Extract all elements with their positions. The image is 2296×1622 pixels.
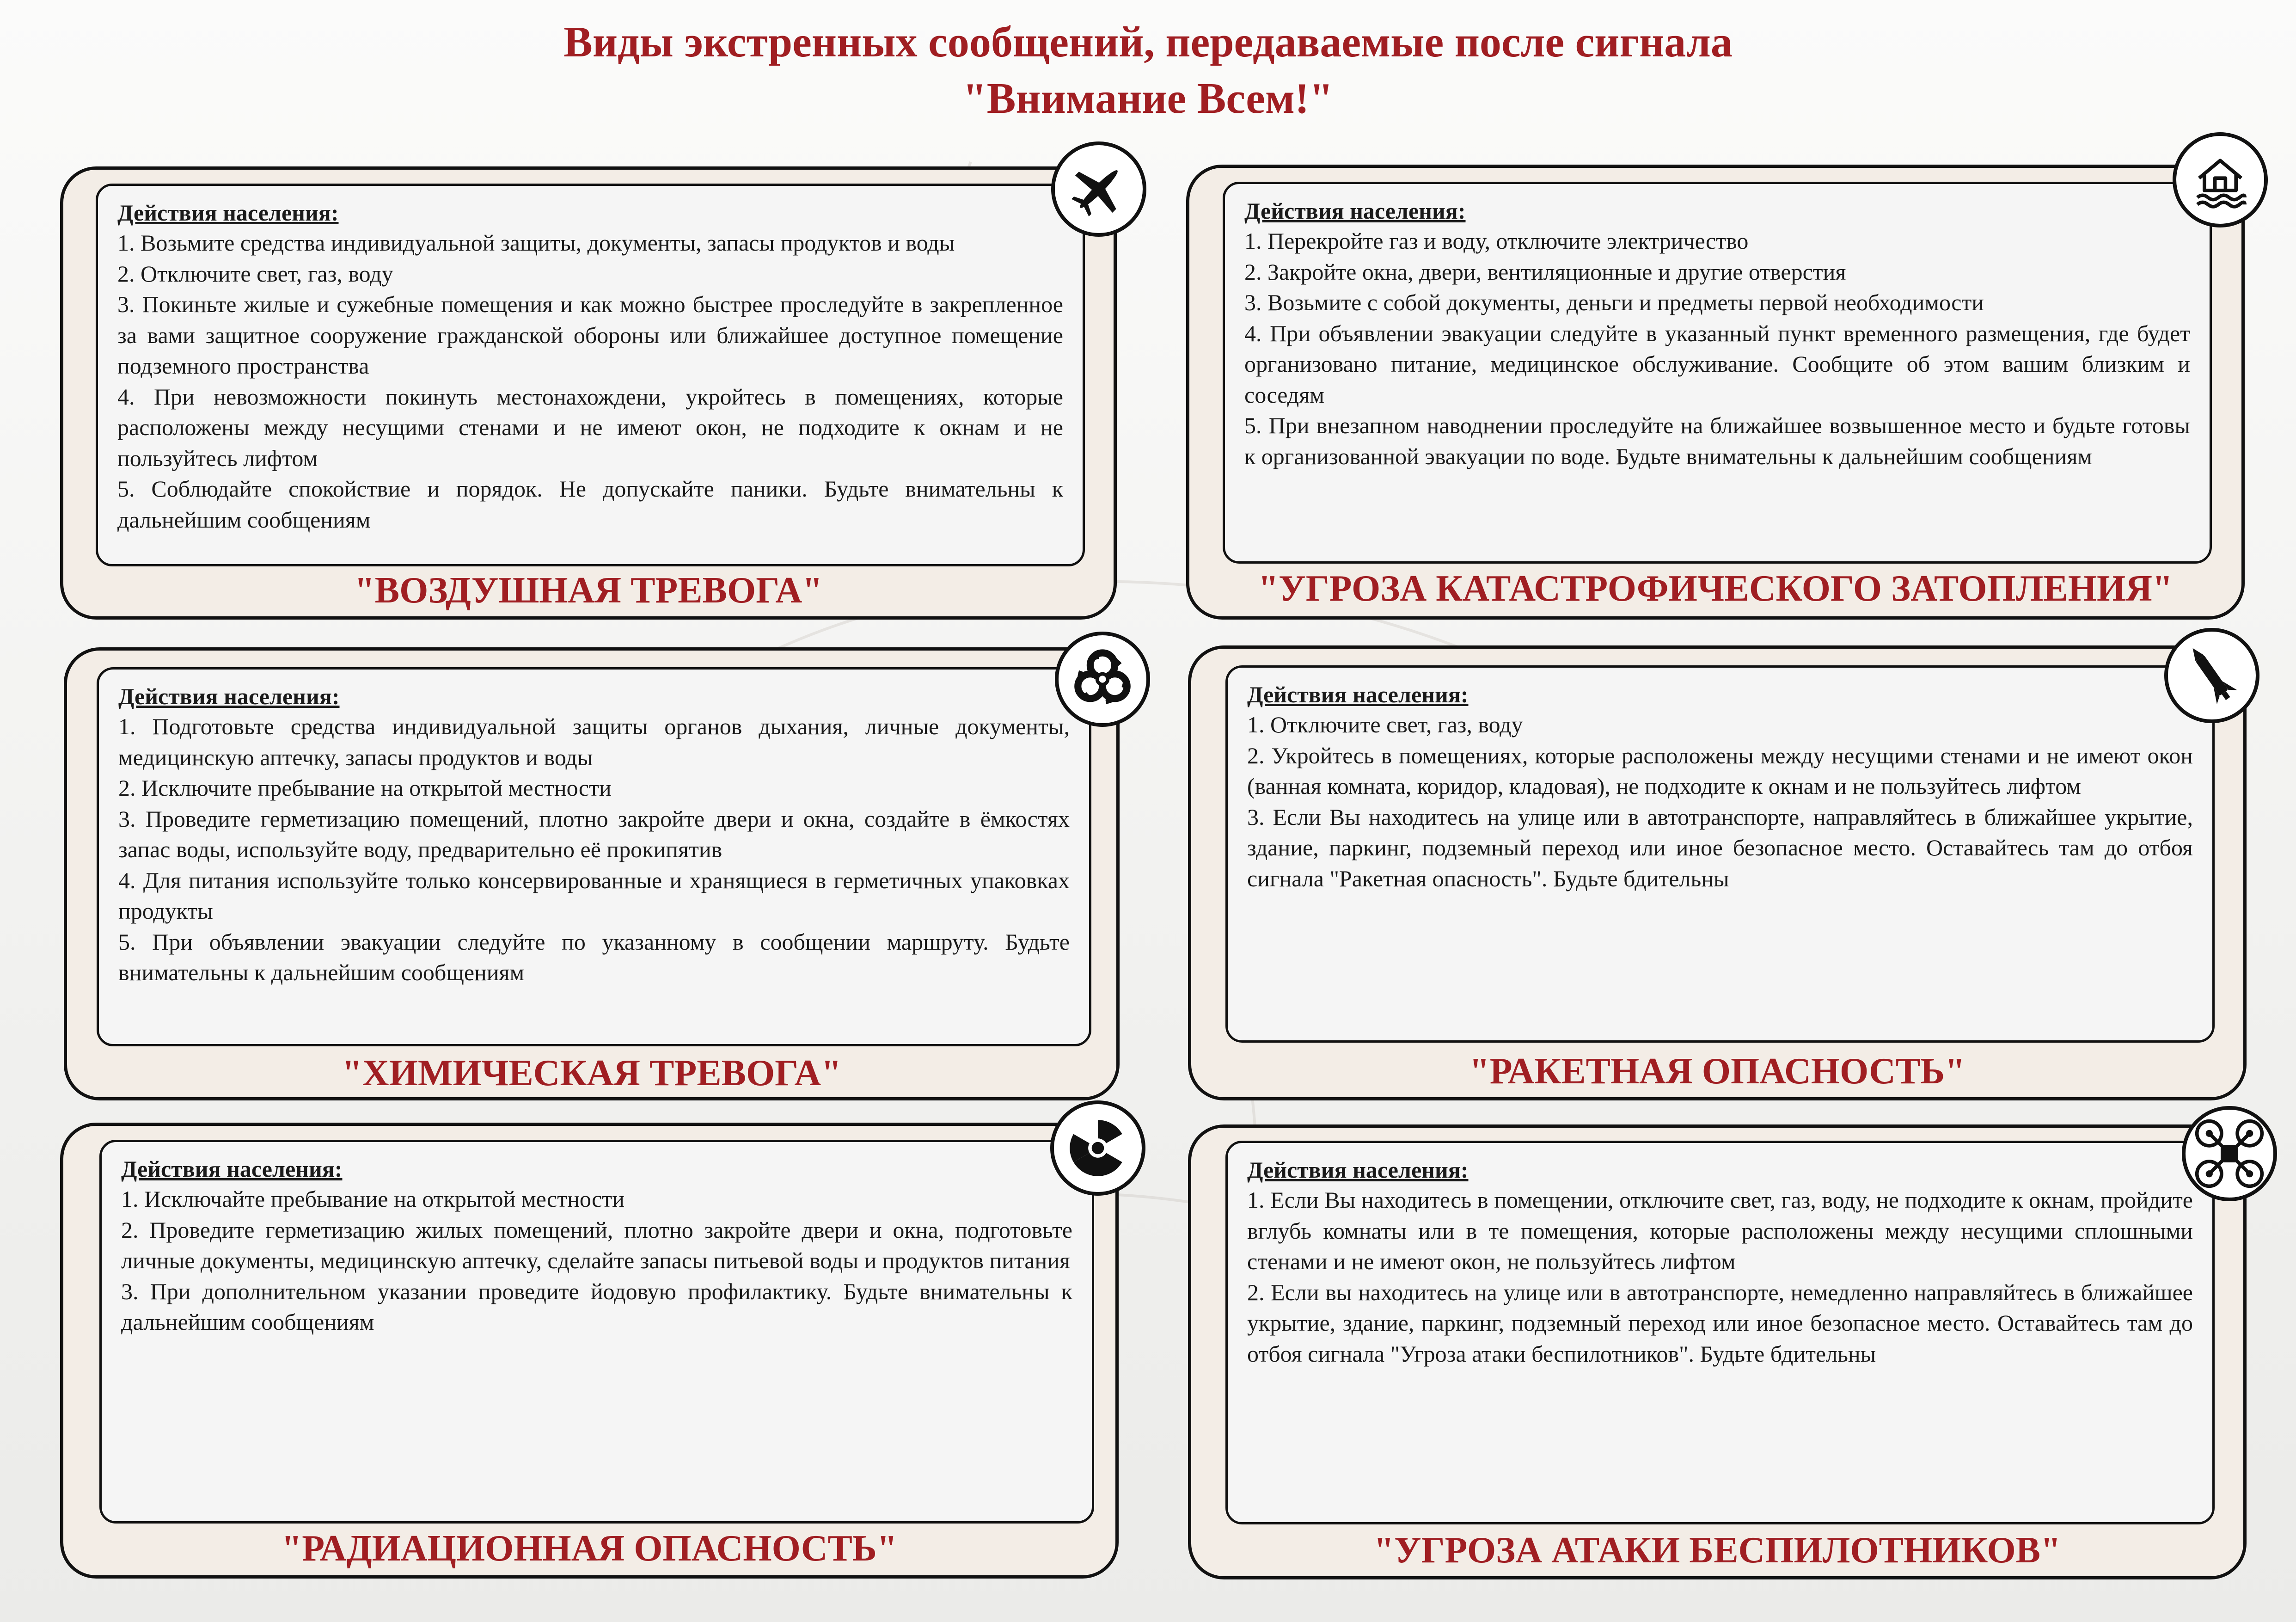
page-title-line-2: "Внимание Всем!" (962, 74, 1334, 123)
action-item: 2. Проведите герметизацию жилых помещений, плотно закройте двери и окна, подготовьте личные документы, медицинскую аптечку, сделайте запасы питьевой воды и продуктов питания (121, 1216, 1072, 1273)
action-item: 2. Отключите свет, газ, воду (117, 260, 393, 287)
card-title: "УГРОЗА КАТАСТРОФИЧЕСКОГО ЗАТОПЛЕНИЯ" (1258, 568, 2173, 609)
action-item: 1. Возьмите средства индивидуальной защиты, документы, запасы продуктов и воды (117, 230, 955, 256)
card-title: "УГРОЗА АТАКИ БЕСПИЛОТНИКОВ" (1373, 1530, 2061, 1571)
card-heading: Действия населения: (117, 200, 339, 226)
actions-list (1247, 709, 2193, 894)
card-body (97, 667, 1091, 1046)
actions-list (118, 711, 1070, 988)
action-item: 1. Перекройте газ и воду, отключите электричество (1244, 228, 1749, 254)
card-title: "РАКЕТНАЯ ОПАСНОСТЬ" (1469, 1051, 1965, 1092)
action-item: 2. Укройтесь в помещениях, которые расположены между несущими стенами и не имеют окон (ванная комната, коридор, кладовая), не подходите к окнам и не пользуйтесь лифтом (1247, 742, 2193, 799)
actions-list (1244, 226, 2190, 472)
card-title: "РАДИАЦИОННАЯ ОПАСНОСТЬ" (281, 1528, 898, 1569)
card-title: "ХИМИЧЕСКАЯ ТРЕВОГА" (342, 1053, 842, 1094)
missile-icon (2164, 628, 2259, 723)
action-item: 1. Подготовьте средства индивидуальной защиты органов дыхания, личные документы, медицинскую аптечку, запасы продуктов и воды (118, 713, 1070, 770)
airplane-icon (1051, 141, 1146, 237)
action-item: 2. Исключите пребывание на открытой местности (118, 775, 612, 801)
action-item: 3. При дополнительном указании проведите йодовую профилактику. Будьте внимательны к дальнейшим сообщениям (121, 1278, 1072, 1335)
card-heading: Действия населения: (121, 1156, 343, 1182)
card-missile (1188, 645, 2247, 1100)
actions-list (121, 1184, 1072, 1338)
biohazard-icon (1055, 632, 1150, 727)
card-heading: Действия населения: (1247, 1157, 1469, 1183)
card-body (96, 184, 1085, 566)
action-item: 5. При внезапном наводнении проследуйте на ближайшее возвышенное место и будьте готовы к организованной эвакуации по воде. Будьте внимательны к дальнейшим сообщениям (1244, 412, 2190, 469)
action-item: 2. Закройте окна, двери, вентиляционные и другие отверстия (1244, 258, 1846, 285)
action-item: 2. Если вы находитесь на улице или в автотранспорте, немедленно направляйтесь в ближайшее укрытие, здание, паркинг, подземный переход или иное безопасное место. Оставайтесь там до отбоя сигнала "Угроза атаки беспилотников". Будьте бдительны (1247, 1279, 2193, 1367)
card-body (1223, 182, 2212, 564)
page-title-line-1: Виды экстренных сообщений, передаваемые после сигнала (563, 18, 1733, 66)
card-title: "ВОЗДУШНАЯ ТРЕВОГА" (354, 570, 823, 611)
card-air-raid (60, 166, 1117, 620)
action-item: 1. Если Вы находитесь в помещении, отключите свет, газ, воду, не подходите к окнам, пройдите вглубь комнаты или в те помещения, которые расположены между несущими сплошными стенами и не имеют окон, не пользуйтесь лифтом (1247, 1187, 2193, 1274)
action-item: 5. При объявлении эвакуации следуйте по указанному в сообщении маршруту. Будьте внимательны к дальнейшим сообщениям (118, 928, 1070, 985)
page-title (0, 14, 2296, 127)
action-item: 3. Возьмите с собой документы, деньги и предметы первой необходимости (1244, 289, 1984, 315)
card-drone (1188, 1124, 2247, 1579)
radiation-icon (1050, 1100, 1145, 1196)
card-body (99, 1140, 1094, 1524)
drone-icon (2182, 1106, 2277, 1201)
card-heading: Действия населения: (118, 683, 340, 709)
card-flood (1186, 165, 2245, 620)
action-item: 4. При объявлении эвакуации следуйте в указанный пункт временного размещения, где будет организовано питание, медицинское обслуживание. Сообщите об этом вашим близким и соседям (1244, 320, 2190, 408)
card-chemical (64, 647, 1120, 1100)
card-heading: Действия населения: (1247, 682, 1469, 707)
action-item: 3. Если Вы находитесь на улице или в автотранспорте, направляйтесь в ближайшее укрытие, здание, паркинг, подземный переход или иное безопасное место. Оставайтесь там до отбоя сигнала "Ракетная опасность". Будьте бдительны (1247, 804, 2193, 891)
card-body (1225, 1141, 2215, 1524)
card-body (1225, 665, 2215, 1043)
action-item: 3. Покиньте жилые и сужебные помещения и как можно быстрее проследуйте в закрепленное за вами защитное сооружение гражданской обороны или ближайшее доступное помещение подземного пространства (117, 291, 1063, 379)
action-item: 1. Отключите свет, газ, воду (1247, 712, 1523, 737)
action-item: 3. Проведите герметизацию помещений, плотно закройте двери и окна, создайте в ёмкостях запас воды, используйте воду, предварительно её прокипятив (118, 805, 1070, 862)
action-item: 5. Соблюдайте спокойствие и порядок. Не допускайте паники. Будьте внимательны к дальнейшим сообщениям (117, 476, 1063, 533)
action-item: 1. Исключайте пребывание на открытой местности (121, 1186, 625, 1212)
actions-list (117, 227, 1063, 535)
actions-list (1247, 1185, 2193, 1369)
action-item: 4. Для питания используйте только консервированные и хранящиеся в герметичных упаковках продукты (118, 867, 1070, 924)
action-item: 4. При невозможности покинуть местонахождени, укройтесь в помещениях, которые расположены между несущими стенами и не имеют окон, не подходите к окнам и не пользуйтесь лифтом (117, 383, 1063, 471)
card-radiation (60, 1123, 1119, 1579)
card-heading: Действия населения: (1244, 198, 1466, 224)
flooded-house-icon (2173, 132, 2268, 227)
